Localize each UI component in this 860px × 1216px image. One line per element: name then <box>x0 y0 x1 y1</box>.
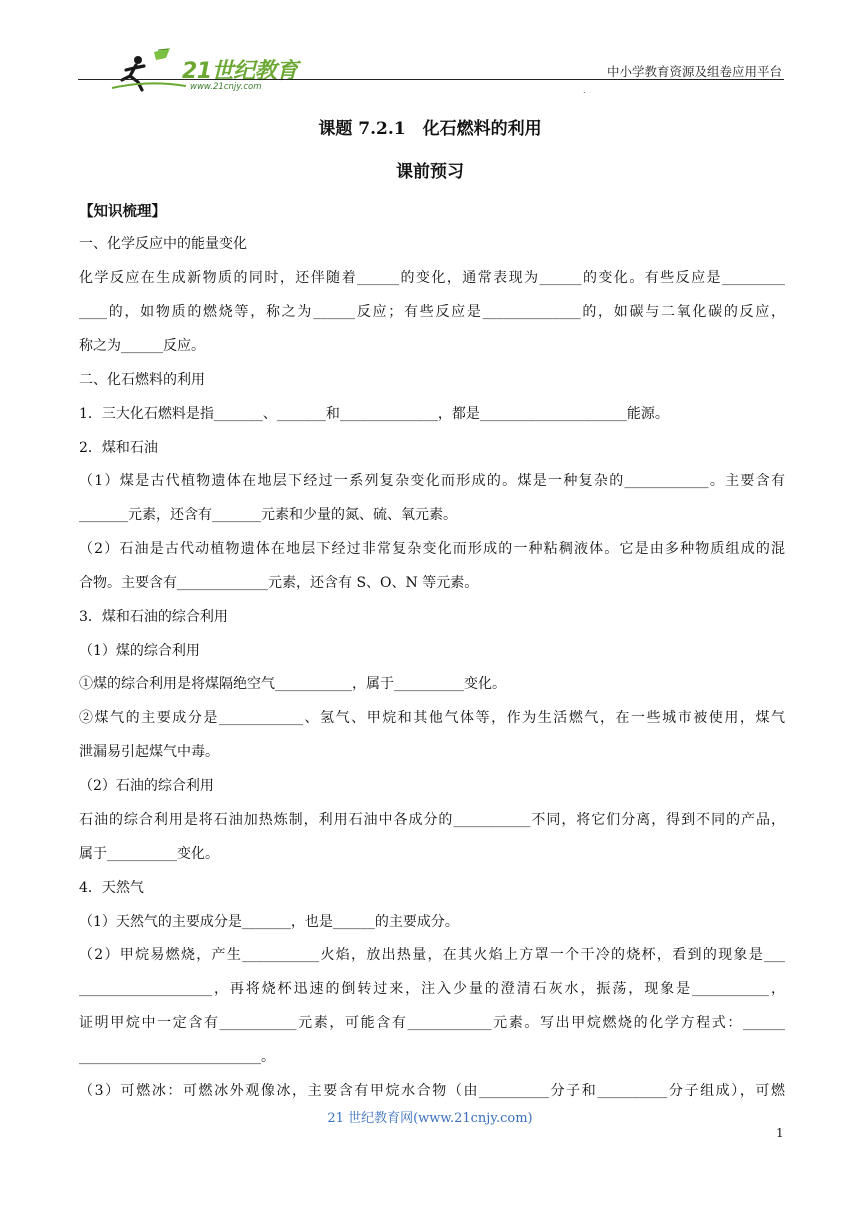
text-line: （1）天然气的主要成分是_______，也是______的主要成分。 <box>79 914 459 930</box>
footer-site-link[interactable]: 21 世纪教育网(www.21cnjy.com) <box>327 1111 533 1126</box>
logo-text: 21世纪教育 <box>182 59 298 84</box>
text-line: 4．天然气 <box>79 880 144 896</box>
page-header <box>78 44 784 94</box>
text-line: ①煤的综合利用是将煤隔绝空气___________，属于__________变化。 <box>79 676 506 692</box>
text-line: ②煤气的主要成分是____________、氢气、甲烷和其他气体等，作为生活燃气，在一些城市被使用，煤气 <box>79 710 785 726</box>
text-line: （3）可燃冰：可燃冰外观像冰，主要含有甲烷水合物（由__________分子和__________分子组成），可燃 <box>79 1083 785 1099</box>
page-number: 1 <box>776 1126 784 1140</box>
text-line: 石油的综合利用是将石油加热炼制，利用石油中各成分的___________不同，将它们分离，得到不同的产品， <box>79 812 785 828</box>
text-line: 属于__________变化。 <box>79 846 219 862</box>
header-rule <box>78 79 784 80</box>
logo-url: www.21cnjy.com <box>190 82 262 92</box>
text-line: __________________________。 <box>79 1049 275 1065</box>
text-line: 一、化学反应中的能量变化 <box>79 236 247 252</box>
text-line: 合物。主要含有_____________元素，还含有 S、O、N 等元素。 <box>79 575 479 591</box>
text-line: ____的，如物质的燃烧等，称之为______反应；有些反应是______________的，如碳与二氧化碳的反应， <box>79 304 785 320</box>
text-line: （1）煤是古代植物遗体在地层下经过一系列复杂变化而形成的。煤是一种复杂的____________。主要含有 <box>79 473 785 489</box>
text-line: 3．煤和石油的综合利用 <box>79 609 228 625</box>
page-subtitle: 课前预习 <box>396 162 464 182</box>
page-title: 课题 7.2.1 化石燃料的利用 <box>318 119 542 139</box>
logo <box>108 46 318 94</box>
text-line: 二、化石燃料的利用 <box>79 372 205 388</box>
text-line: （2）石油是古代动植物遗体在地层下经过非常复杂变化而形成的一种粘稠液体。它是由多种物质组成的混 <box>79 541 785 557</box>
header-dot: . <box>583 86 586 95</box>
text-line: 称之为______反应。 <box>79 338 205 354</box>
text-line: 化学反应在生成新物质的同时，还伴随着______的变化，通常表现为______的变化。有些反应是_________ <box>79 270 785 286</box>
runner-logo-icon <box>108 46 188 94</box>
text-line: _______元素，还含有_______元素和少量的氮、硫、氧元素。 <box>79 507 457 523</box>
text-line: （1）煤的综合利用 <box>79 643 200 659</box>
text-line: ___________________，再将烧杯迅速的倒转过来，注入少量的澄清石灰水，振荡，现象是___________， <box>79 981 785 997</box>
text-line: 证明甲烷中一定含有___________元素，可能含有____________元素。写出甲烷燃烧的化学方程式：______ <box>79 1015 785 1031</box>
platform-name: 中小学教育资源及组卷应用平台 <box>606 64 782 79</box>
text-line: 2．煤和石油 <box>79 440 158 456</box>
text-line: 泄漏易引起煤气中毒。 <box>79 744 219 760</box>
section-heading: 【知识梳理】 <box>79 203 166 220</box>
text-line: （2）石油的综合利用 <box>79 778 214 794</box>
text-line: （2）甲烷易燃烧，产生___________火焰，放出热量，在其火焰上方罩一个干冷的烧杯，看到的现象是___ <box>79 947 785 963</box>
text-line: 1．三大化石燃料是指_______、_______和______________，都是_____________________能源。 <box>79 406 669 422</box>
